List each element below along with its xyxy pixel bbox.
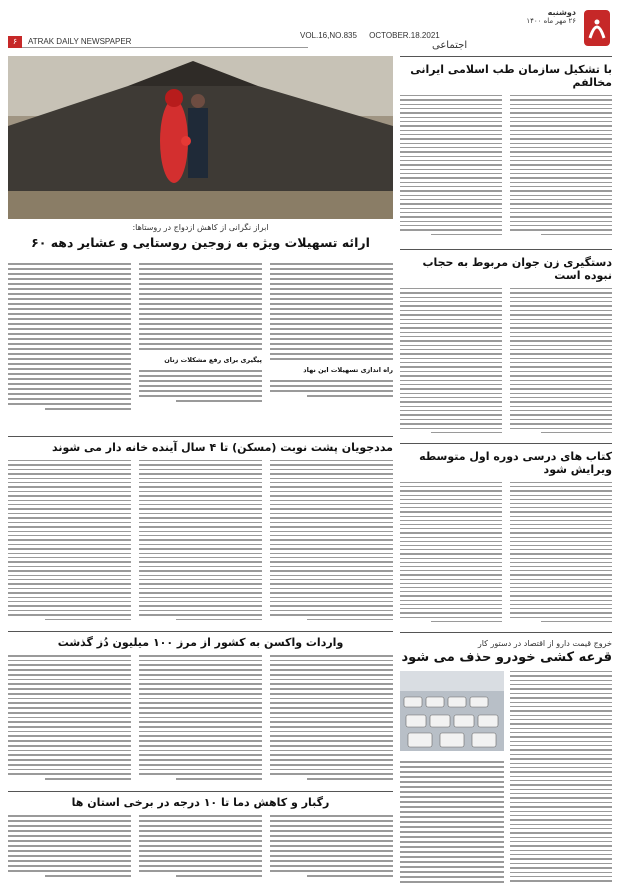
section-title: اجتماعی <box>432 40 468 51</box>
lead-col-2 <box>139 263 262 428</box>
cars-parking-photo-icon <box>400 671 504 751</box>
story-weather <box>8 791 393 881</box>
paper-name: ATRAK DAILY NEWSPAPER <box>28 37 132 46</box>
story-car-lottery <box>400 632 612 885</box>
vaccine-body <box>8 655 393 780</box>
housing-headline: مددجویان پشت نوبت (مسکن) تا ۴ سال آینده خانه دار می شوند <box>51 441 393 454</box>
lead-subhead-2: راه اندازی تسهیلات این نهاد <box>303 366 393 374</box>
issue-meta <box>300 31 450 40</box>
lead-headline: ارائه تسهیلات ویژه به زوجین روستایی و عشایر دهه ۶۰ <box>31 235 370 250</box>
hijab-body <box>400 288 612 433</box>
vaccine-headline: واردات واکسن به کشور از مرز ۱۰۰ میلیون دُز گذشت <box>57 636 344 649</box>
weather-body <box>8 815 393 880</box>
story-hijab <box>400 249 612 433</box>
hijab-headline: دستگیری زن جوان مربوط به حجاب نبوده است <box>422 256 612 282</box>
lead-subhead-1: پیگیری برای رفع مشکلات زنان <box>164 356 262 364</box>
lead-body <box>8 263 393 428</box>
rural-wedding-photo-icon <box>8 56 393 219</box>
right-column <box>400 56 612 881</box>
weekday: دوشنبه <box>547 8 576 17</box>
weather-headline: رگبار و کاهش دما تا ۱۰ درجه در برخی استان ها <box>71 796 330 809</box>
car-lottery-column <box>400 671 504 885</box>
issue-date-fa <box>526 8 576 26</box>
center-column <box>8 56 393 881</box>
page-number: ۶ <box>8 36 22 48</box>
masthead <box>0 0 620 52</box>
lead-photo <box>8 56 393 219</box>
atrak-logo <box>582 8 612 48</box>
lead-col-1 <box>8 263 131 428</box>
story-vaccine <box>8 631 393 786</box>
story-textbooks <box>400 443 612 622</box>
volume-number: VOL.16,NO.835 <box>300 31 357 40</box>
car-lottery-kicker: خروج قیمت دارو از اقتصاد در دستور کار <box>477 639 612 648</box>
car-lottery-body <box>400 671 612 885</box>
page-bar <box>8 36 308 48</box>
textbooks-headline: کتاب های درسی دوره اول متوسطه ویرایش شود <box>419 450 612 476</box>
issue-date-en: OCTOBER.18.2021 <box>369 31 440 40</box>
lead-kicker: ابراز نگرانی از کاهش ازدواج در روستاها: <box>132 223 269 232</box>
story-medicine <box>400 57 612 235</box>
housing-body <box>8 460 393 620</box>
story-housing <box>8 436 393 626</box>
car-lottery-headline: قرعه کشی خودرو حذف می شود <box>401 650 612 665</box>
medicine-body <box>400 95 612 235</box>
lead-col-3 <box>270 263 393 428</box>
textbooks-body <box>400 482 612 622</box>
medicine-headline: با تشکیل سازمان طب اسلامی ایرانی مخالفم <box>410 63 612 89</box>
date-persian: ۲۶ مهر ماه ۱۴۰۰ <box>526 17 576 25</box>
